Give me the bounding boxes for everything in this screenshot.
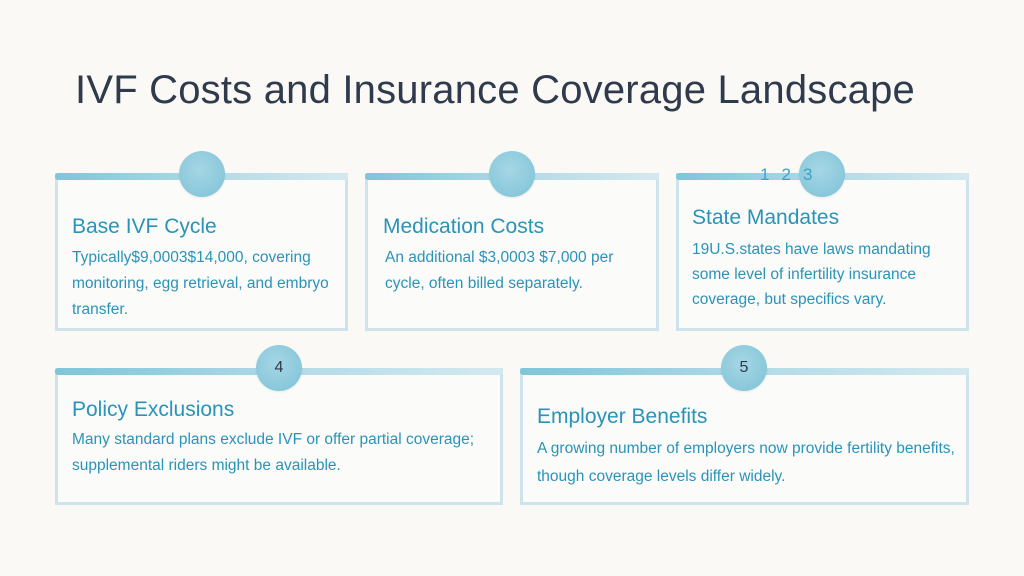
card-title: State Mandates [692,206,840,229]
step-circle-5: 5 [721,345,767,391]
card-title: Base IVF Cycle [72,215,217,238]
card-text: Typically$9,0003$14,000, covering monitoring, egg retrieval, and embryo transfer. [72,249,329,318]
step-circle [179,151,225,197]
card-title: Employer Benefits [537,405,708,428]
card-title: Medication Costs [383,215,545,238]
step-3: 3 [802,165,813,184]
step-1: 1 [760,165,770,184]
step-circle [489,151,535,197]
step-circle-4: 4 [256,345,302,391]
step-2: 2 [781,165,791,184]
card-text: An additional $3,0003 $7,000 per cycle, often billed separately. [385,249,614,292]
page-title: IVF Costs and Insurance Coverage Landscape [75,68,916,112]
step-indicators [760,165,824,185]
card-text: Many standard plans exclude IVF or offer partial coverage; supplemental riders might be available. [72,431,475,474]
card-title: Policy Exclusions [72,398,235,421]
card-text: A growing number of employers now provide fertility benefits, though coverage levels differ widely. [537,440,955,485]
card-text: 19U.S.states have laws mandating some level of infertility insurance coverage, but specifics vary. [692,241,931,308]
